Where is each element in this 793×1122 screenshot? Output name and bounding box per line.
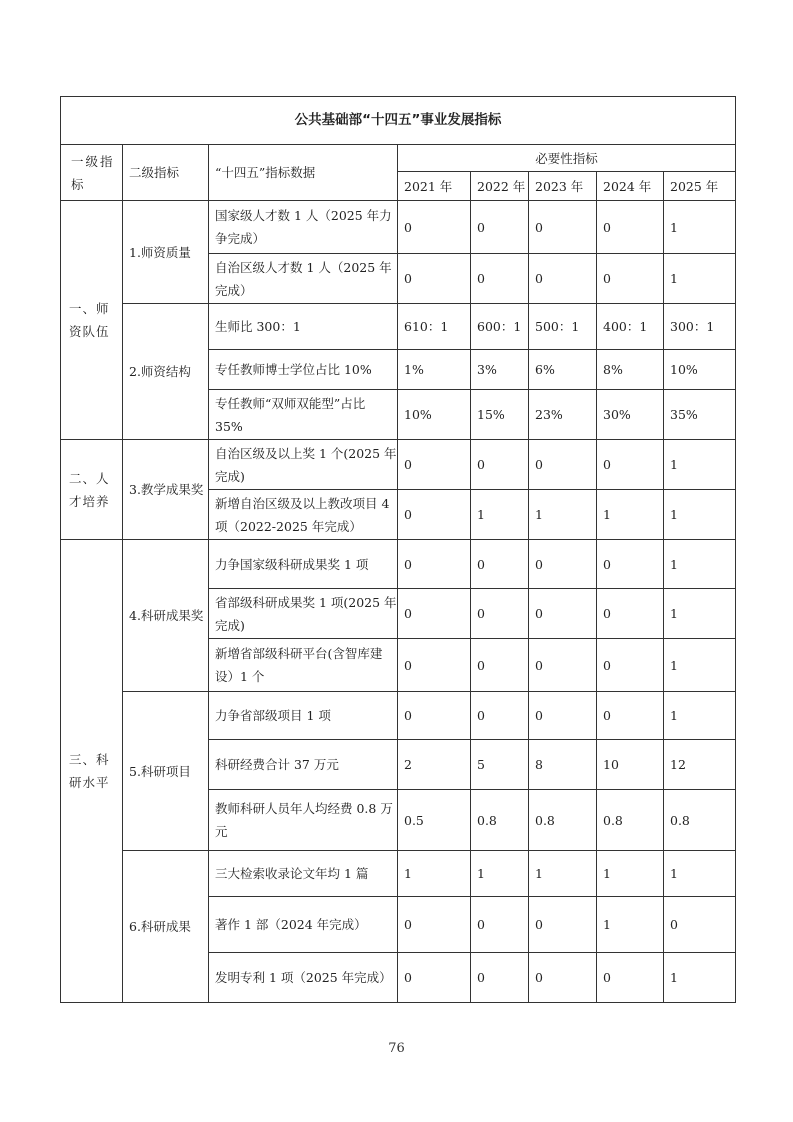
value-cell: 10% — [398, 390, 471, 440]
value-cell: 0 — [529, 953, 597, 1003]
value-cell: 1 — [597, 490, 664, 540]
value-cell: 1% — [398, 350, 471, 390]
indicator-cell: 自治区级人才数 1 人（2025 年完成） — [209, 254, 398, 304]
value-cell: 1 — [529, 851, 597, 897]
level1-cell: 一、师资队伍 — [61, 201, 123, 440]
value-cell: 2 — [398, 740, 471, 790]
value-cell: 0 — [471, 692, 529, 740]
value-cell: 0.8 — [529, 790, 597, 851]
indicator-cell: 专任教师“双师双能型”占比 35% — [209, 390, 398, 440]
value-cell: 0 — [471, 201, 529, 254]
value-cell: 0.8 — [664, 790, 736, 851]
value-cell: 0 — [471, 589, 529, 639]
value-cell: 0 — [664, 897, 736, 953]
indicator-cell: 科研经费合计 37 万元 — [209, 740, 398, 790]
level1-cell: 三、科研水平 — [61, 540, 123, 1003]
value-cell: 0 — [597, 440, 664, 490]
value-cell: 0 — [471, 953, 529, 1003]
value-cell: 0 — [529, 440, 597, 490]
value-cell: 1 — [664, 440, 736, 490]
value-cell: 10 — [597, 740, 664, 790]
value-cell: 1 — [664, 851, 736, 897]
value-cell: 1 — [664, 201, 736, 254]
value-cell: 30% — [597, 390, 664, 440]
value-cell: 0 — [529, 692, 597, 740]
value-cell: 8 — [529, 740, 597, 790]
header-year-5: 2025 年 — [664, 172, 736, 201]
header-year-1: 2021 年 — [398, 172, 471, 201]
value-cell: 0 — [398, 201, 471, 254]
value-cell: 600：1 — [471, 304, 529, 350]
value-cell: 0 — [471, 254, 529, 304]
table-row — [61, 692, 736, 740]
level2-cell: 2.师资结构 — [123, 304, 209, 440]
header-year-4: 2024 年 — [597, 172, 664, 201]
value-cell: 10% — [664, 350, 736, 390]
value-cell: 0 — [529, 540, 597, 589]
value-cell: 6% — [529, 350, 597, 390]
value-cell: 0 — [529, 589, 597, 639]
value-cell: 0 — [597, 953, 664, 1003]
value-cell: 1 — [664, 540, 736, 589]
indicator-cell: 力争省部级项目 1 项 — [209, 692, 398, 740]
value-cell: 0 — [529, 254, 597, 304]
value-cell: 300：1 — [664, 304, 736, 350]
table-title: 公共基础部“十四五”事业发展指标 — [61, 97, 736, 145]
value-cell: 3% — [471, 350, 529, 390]
value-cell: 8% — [597, 350, 664, 390]
value-cell: 1 — [664, 692, 736, 740]
value-cell: 0 — [597, 692, 664, 740]
indicator-cell: 教师科研人员年人均经费 0.8 万元 — [209, 790, 398, 851]
value-cell: 0 — [597, 639, 664, 692]
value-cell: 0 — [398, 953, 471, 1003]
value-cell: 500：1 — [529, 304, 597, 350]
value-cell: 1 — [664, 953, 736, 1003]
value-cell: 400：1 — [597, 304, 664, 350]
value-cell: 0 — [597, 589, 664, 639]
indicator-cell: 著作 1 部（2024 年完成） — [209, 897, 398, 953]
value-cell: 0.5 — [398, 790, 471, 851]
table-row — [61, 540, 736, 589]
indicator-cell: 生师比 300：1 — [209, 304, 398, 350]
value-cell: 0 — [597, 540, 664, 589]
table-row — [61, 201, 736, 254]
value-cell: 0 — [529, 897, 597, 953]
indicators-table — [60, 96, 736, 1003]
value-cell: 0 — [471, 540, 529, 589]
table-row — [61, 440, 736, 490]
value-cell: 0.8 — [471, 790, 529, 851]
value-cell: 1 — [597, 897, 664, 953]
indicator-cell: 新增自治区级及以上教改项目 4 项（2022-2025 年完成） — [209, 490, 398, 540]
value-cell: 1 — [664, 639, 736, 692]
header-necessary: 必要性指标 — [398, 145, 736, 172]
indicator-cell: 国家级人才数 1 人（2025 年力争完成） — [209, 201, 398, 254]
value-cell: 0 — [398, 639, 471, 692]
indicator-cell: 三大检索收录论文年均 1 篇 — [209, 851, 398, 897]
value-cell: 23% — [529, 390, 597, 440]
value-cell: 1 — [398, 851, 471, 897]
header-level2: 二级指标 — [123, 145, 209, 201]
value-cell: 5 — [471, 740, 529, 790]
level2-cell: 3.教学成果奖 — [123, 440, 209, 540]
level2-cell: 4.科研成果奖 — [123, 540, 209, 692]
value-cell: 15% — [471, 390, 529, 440]
page-number: 76 — [388, 1041, 405, 1056]
value-cell: 1 — [471, 490, 529, 540]
indicator-cell: 专任教师博士学位占比 10% — [209, 350, 398, 390]
value-cell: 1 — [471, 851, 529, 897]
value-cell: 1 — [529, 490, 597, 540]
value-cell: 0 — [398, 692, 471, 740]
indicator-cell: 自治区级及以上奖 1 个(2025 年完成) — [209, 440, 398, 490]
value-cell: 1 — [664, 254, 736, 304]
value-cell: 610：1 — [398, 304, 471, 350]
indicator-cell: 新增省部级科研平台(含智库建设）1 个 — [209, 639, 398, 692]
header-year-2: 2022 年 — [471, 172, 529, 201]
value-cell: 1 — [664, 589, 736, 639]
value-cell: 35% — [664, 390, 736, 440]
header-year-3: 2023 年 — [529, 172, 597, 201]
value-cell: 1 — [664, 490, 736, 540]
value-cell: 0 — [398, 254, 471, 304]
indicator-cell: 发明专利 1 项（2025 年完成） — [209, 953, 398, 1003]
value-cell: 0 — [471, 440, 529, 490]
value-cell: 0 — [398, 897, 471, 953]
level1-cell: 二、人才培养 — [61, 440, 123, 540]
value-cell: 0 — [529, 201, 597, 254]
level2-cell: 5.科研项目 — [123, 692, 209, 851]
value-cell: 1 — [597, 851, 664, 897]
indicator-cell: 省部级科研成果奖 1 项(2025 年完成) — [209, 589, 398, 639]
header-level1: 一级指标 — [61, 145, 123, 201]
value-cell: 0 — [471, 897, 529, 953]
indicator-cell: 力争国家级科研成果奖 1 项 — [209, 540, 398, 589]
value-cell: 0 — [471, 639, 529, 692]
level2-cell: 1.师资质量 — [123, 201, 209, 304]
value-cell: 0 — [597, 254, 664, 304]
value-cell: 12 — [664, 740, 736, 790]
value-cell: 0 — [597, 201, 664, 254]
header-data: “十四五”指标数据 — [209, 145, 398, 201]
value-cell: 0 — [398, 589, 471, 639]
value-cell: 0 — [398, 490, 471, 540]
level2-cell: 6.科研成果 — [123, 851, 209, 1003]
value-cell: 0.8 — [597, 790, 664, 851]
value-cell: 0 — [529, 639, 597, 692]
value-cell: 0 — [398, 540, 471, 589]
table-row — [61, 304, 736, 350]
table-row — [61, 851, 736, 897]
value-cell: 0 — [398, 440, 471, 490]
